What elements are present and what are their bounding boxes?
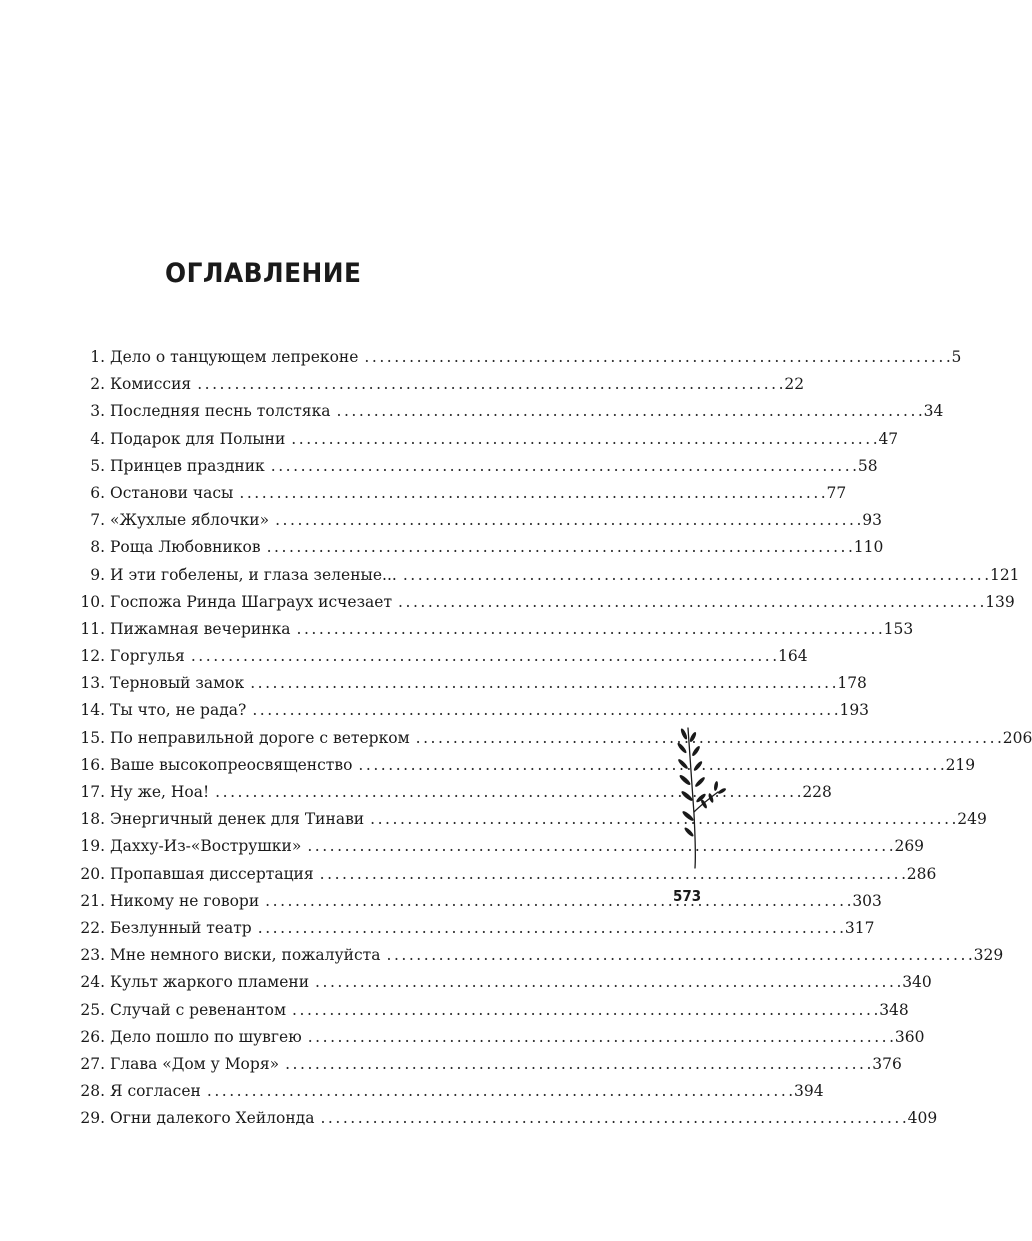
entry-number: 22. — [80, 918, 105, 937]
entry-page: 193 — [839, 701, 870, 720]
entry-title: Мне немного виски, пожалуйста — [110, 946, 381, 965]
entry-number: 29. — [80, 1109, 105, 1128]
dot-leader — [297, 616, 882, 643]
entry-page: 303 — [852, 891, 882, 910]
entry-page: 376 — [872, 1054, 902, 1073]
dot-leader — [285, 1051, 870, 1078]
toc-entry — [72, 1078, 824, 1105]
dot-leader — [239, 480, 824, 507]
entry-page: 249 — [957, 810, 987, 829]
toc-entry — [72, 507, 882, 534]
toc-entry — [72, 997, 909, 1024]
entry-page: 93 — [862, 511, 882, 530]
entry-number: 12. — [80, 647, 105, 666]
entry-title: Горгулья — [110, 647, 185, 666]
entry-title: Безлунный театр — [110, 918, 252, 937]
entry-title: Роща Любовников — [110, 538, 261, 557]
entry-number: 16. — [80, 755, 105, 774]
entry-title: Глава «Дом у Моря» — [110, 1054, 280, 1073]
entry-title: Госпожа Ринда Шаграух исчезает — [110, 592, 393, 611]
entry-page: 228 — [802, 783, 832, 801]
entry-number: 23. — [80, 946, 105, 965]
entry-page: 47 — [878, 429, 899, 448]
toc-entry — [72, 398, 944, 425]
entry-number: 14. — [80, 701, 105, 720]
entry-page: 360 — [894, 1027, 925, 1046]
toc-entry — [72, 861, 937, 888]
entry-title: Я согласен — [110, 1082, 201, 1101]
toc-entry — [72, 806, 987, 833]
dot-leader — [258, 915, 843, 942]
entry-page: 77 — [826, 483, 847, 502]
toc-entry — [72, 1105, 938, 1132]
dot-leader — [250, 670, 835, 697]
dot-leader — [271, 453, 856, 480]
toc-entry — [72, 453, 878, 480]
entry-page: 164 — [777, 647, 808, 666]
toc-entry — [72, 670, 867, 697]
entry-number: 18. — [80, 810, 105, 829]
toc-entry — [72, 589, 1015, 616]
entry-title: По неправильной дороге с ветерком — [110, 728, 410, 747]
dot-leader — [265, 888, 850, 915]
entry-title: Терновый замок — [110, 674, 245, 693]
dot-leader — [403, 562, 988, 589]
toc-entry — [72, 915, 875, 942]
toc-entry — [72, 344, 962, 371]
entry-title: Дело о танцующем лепреконе — [110, 348, 359, 366]
toc-entry — [72, 426, 899, 453]
entry-title: Ваше высокопреосвященство — [110, 755, 353, 774]
dot-leader — [358, 752, 943, 779]
entry-title: Подарок для Полыни — [110, 429, 286, 448]
dot-leader — [207, 1078, 792, 1105]
entry-number: 15. — [80, 728, 105, 747]
entry-page: 340 — [902, 973, 932, 992]
entry-title: Принцев праздник — [110, 456, 265, 475]
dot-leader — [197, 371, 782, 398]
entry-page: 110 — [853, 538, 884, 557]
entry-title: И эти гобелены, и глаза зеленые... — [110, 565, 397, 584]
entry-page: 178 — [837, 674, 867, 693]
entry-page: 58 — [857, 456, 878, 475]
dot-leader — [191, 643, 776, 670]
entry-number: 26. — [80, 1027, 105, 1046]
dot-leader — [308, 1024, 893, 1051]
entry-page: 219 — [945, 755, 976, 774]
dot-leader — [398, 589, 983, 616]
entry-title: Дахху-Из-«Вострушки» — [110, 837, 302, 856]
entry-number: 3. — [90, 402, 105, 421]
dot-leader — [370, 806, 955, 833]
toc-entry — [72, 1024, 925, 1051]
entry-number: 17. — [80, 783, 105, 801]
entry-page: 286 — [906, 864, 937, 883]
entry-number: 5. — [90, 456, 105, 475]
entry-title: Ты что, не рада? — [110, 701, 247, 720]
entry-number: 27. — [80, 1054, 105, 1073]
entry-number: 1. — [90, 348, 105, 366]
entry-page: 269 — [894, 837, 925, 856]
dot-leader — [252, 697, 837, 724]
dot-leader — [320, 1105, 905, 1132]
entry-page: 329 — [973, 946, 1004, 965]
dot-leader — [275, 507, 860, 534]
entry-page: 22 — [784, 375, 805, 394]
entry-number: 19. — [80, 837, 105, 856]
toc-entry — [72, 697, 870, 724]
dot-leader — [315, 969, 900, 996]
page-title: ОГЛАВЛЕНИЕ — [165, 258, 362, 289]
entry-number: 10. — [80, 592, 105, 611]
entry-number: 11. — [80, 619, 105, 638]
entry-title: Дело пошло по шувгею — [110, 1027, 302, 1046]
entry-title: Энергичный денек для Тинави — [110, 810, 365, 829]
toc-entry — [72, 1051, 902, 1078]
toc-entry — [72, 480, 847, 507]
toc-entry — [72, 752, 976, 779]
entry-title: Культ жаркого пламени — [110, 973, 310, 992]
entry-page: 5 — [951, 348, 962, 366]
entry-page: 121 — [989, 565, 1020, 584]
entry-number: 20. — [80, 864, 105, 883]
toc-entry — [72, 562, 1020, 589]
toc-entry — [72, 616, 914, 643]
toc-entry — [72, 534, 884, 561]
entry-title: Последняя песнь толстяка — [110, 402, 331, 421]
entry-page: 34 — [923, 402, 944, 421]
entry-title: Огни далекого Хейлонда — [110, 1109, 315, 1128]
dot-leader — [364, 344, 949, 371]
entry-number: 21. — [80, 891, 105, 910]
toc-entry — [72, 779, 832, 806]
dot-leader — [320, 861, 905, 888]
entry-title: Пижамная вечеринка — [110, 619, 291, 638]
entry-number: 2. — [90, 375, 105, 394]
toc-entry — [72, 725, 1032, 752]
entry-page: 317 — [844, 918, 875, 937]
entry-page: 153 — [883, 619, 914, 638]
entry-page: 206 — [1002, 728, 1032, 747]
entry-number: 6. — [90, 483, 105, 502]
sprig-icon — [668, 724, 726, 870]
entry-number: 28. — [80, 1082, 105, 1101]
entry-page: 348 — [879, 1000, 909, 1019]
entry-title: Пропавшая диссертация — [110, 864, 314, 883]
entry-title: Случай с ревенантом — [110, 1000, 287, 1019]
entry-title: Ну же, Ноа! — [110, 783, 210, 801]
toc-entry — [72, 969, 932, 996]
dot-leader — [292, 997, 877, 1024]
dot-leader — [291, 426, 876, 453]
entry-number: 24. — [80, 973, 105, 992]
entry-title: Никому не говори — [110, 891, 260, 910]
toc-entry — [72, 942, 1004, 969]
entry-number: 9. — [90, 565, 105, 584]
entry-number: 13. — [80, 674, 105, 693]
entry-page: 409 — [907, 1109, 938, 1128]
page-number: 573 — [673, 887, 702, 905]
dot-leader — [337, 398, 922, 425]
dot-leader — [386, 942, 971, 969]
entry-title: Останови часы — [110, 483, 234, 502]
dot-leader — [267, 534, 852, 561]
entry-page: 394 — [794, 1082, 824, 1101]
toc-entry — [72, 833, 925, 860]
entry-number: 7. — [90, 511, 105, 530]
entry-page: 139 — [985, 592, 1015, 611]
entry-title: «Жухлые яблочки» — [110, 511, 270, 530]
entry-title: Комиссия — [110, 375, 192, 394]
dot-leader — [307, 833, 892, 860]
entry-number: 4. — [90, 429, 105, 448]
toc-entry — [72, 643, 808, 670]
entry-number: 8. — [90, 538, 105, 557]
entry-number: 25. — [80, 1000, 105, 1019]
toc-entry — [72, 371, 805, 398]
